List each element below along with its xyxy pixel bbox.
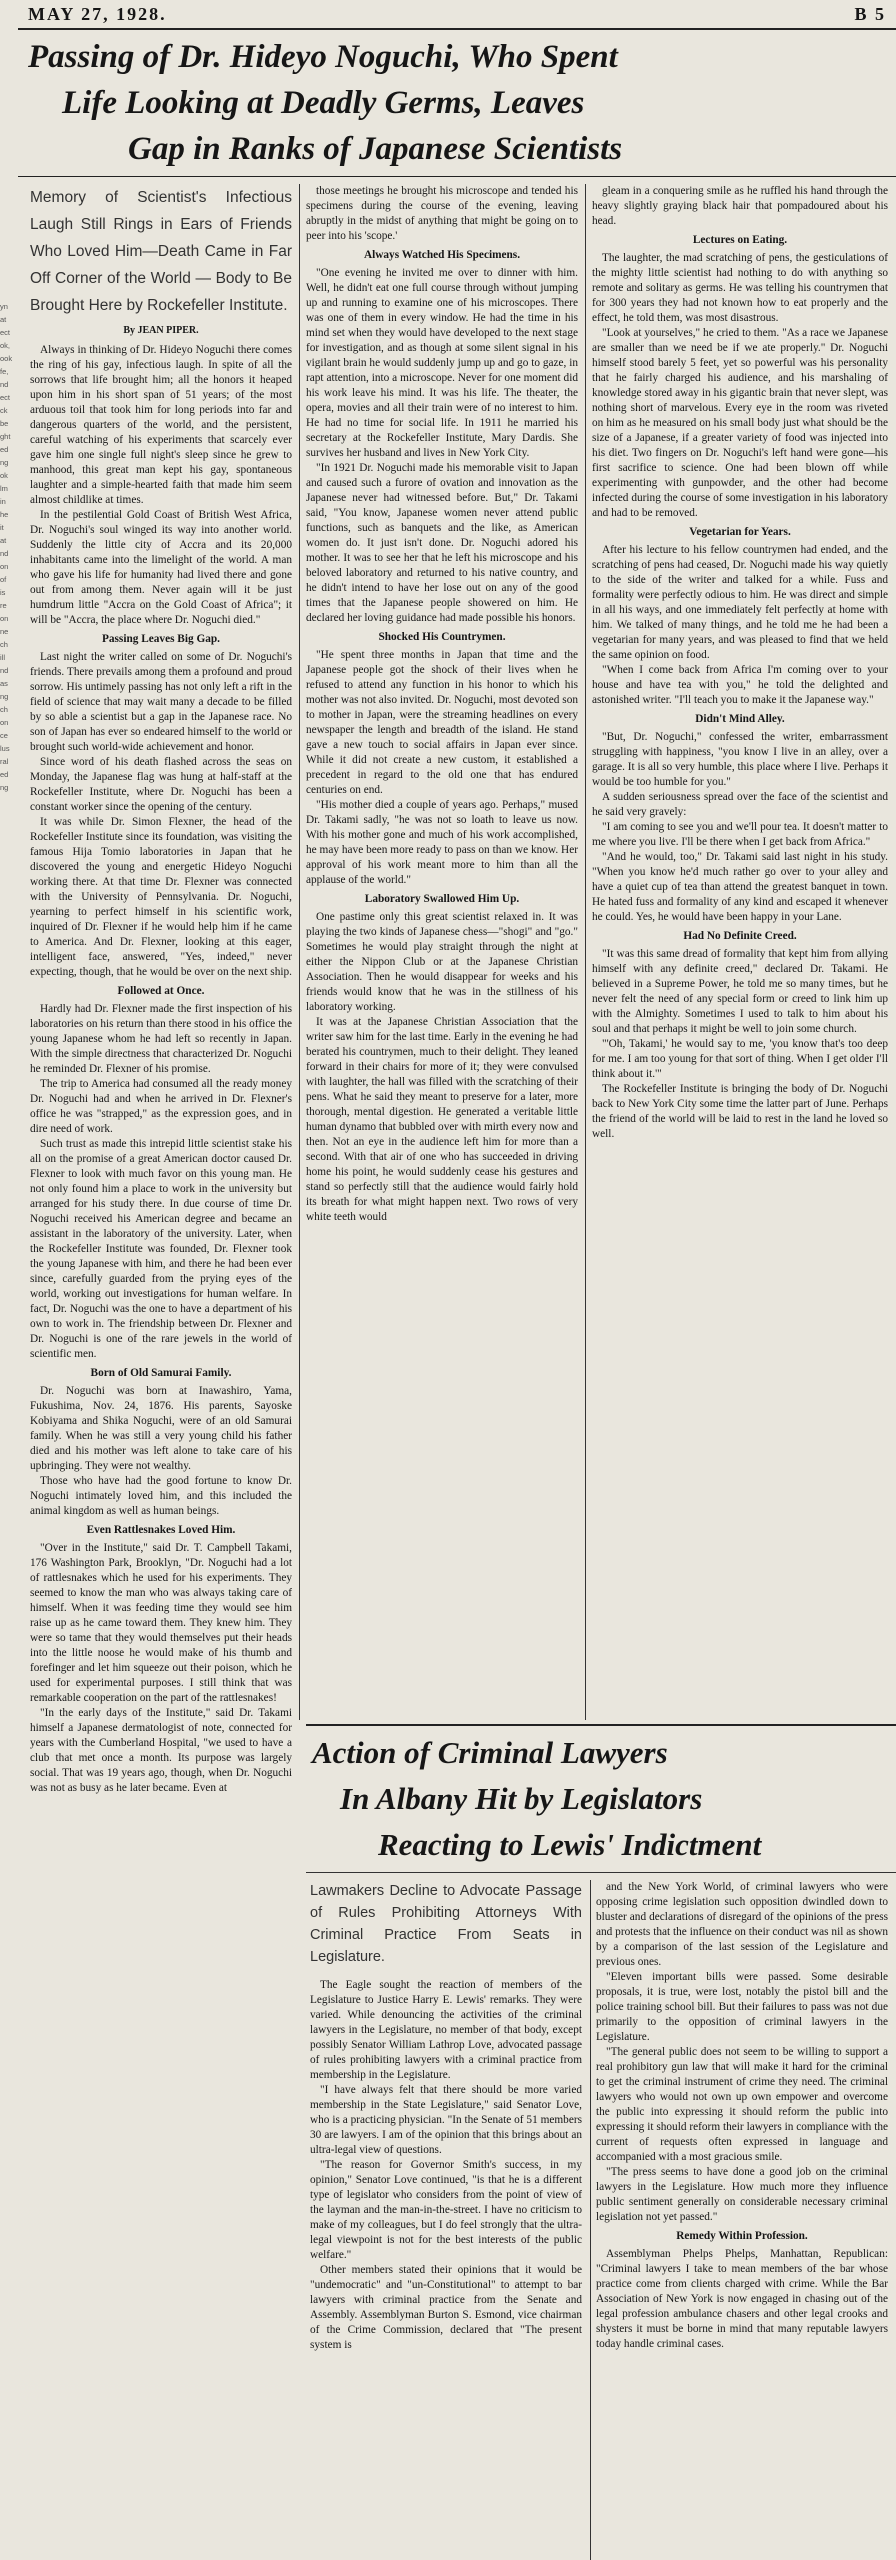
strip-fragment: ook — [0, 354, 13, 363]
paragraph: "I am coming to see you and we'll pour tea. It doesn't matter to me where you live. I'll be there when I get back from Africa." — [592, 821, 888, 848]
strip-fragment: ng — [0, 783, 9, 792]
article1-headline-line2: Life Looking at Deadly Germs, Leaves — [62, 85, 585, 121]
paragraph: The laughter, the mad scratching of pens, the gesticulations of the mighty little scientist had nothing to do with anything so remote and solitary as germs. He was telling his countrymen that for 300 years they had not known how to eat properly and the effect, he told them, was most disastrous. — [592, 252, 888, 324]
article2-col2a-body — [596, 2247, 888, 2352]
article1-col1-body — [30, 343, 292, 628]
strip-fragment: yn — [0, 302, 8, 311]
paragraph: "The press seems to have done a good job on the criminal lawyers in the Legislature. How much more they influence public sentiment generally on considerable necessary criminal legislation not yet passed." — [596, 2166, 888, 2223]
article1-col3c-body — [592, 730, 888, 925]
page-number: B 5 — [854, 4, 886, 24]
article1-col2-body — [306, 184, 578, 244]
paragraph: Other members stated their opinions that it would be "undemocratic" and "un-Constitutional" to attempt to bar lawyers with criminal practice from the Senate and Assembly. Assemblyman Burton S. Esmond, vice chairman of the Crime Commission, declared that "The present system is — [310, 2264, 582, 2351]
paragraph: "The reason for Governor Smith's success, in my opinion," Senator Love continued, "is that he is a different type of legislator who considers from the point of view of the layman and the man-in-the-street. I have no criticism to make of my colleagues, but I do feel strongly that the ultra-legal viewpoint is not for the best interests of the public welfare." — [310, 2159, 582, 2261]
article2-deck: Lawmakers Decline to Advocate Passage of Rules Prohibiting Attorneys With Criminal Practice From Seats in Legislature. — [310, 1883, 582, 1965]
strip-fragment: he — [0, 510, 9, 519]
paragraph: "It was this same dread of formality that kept him from allying himself with any definite creed," declared Dr. Takami. He believed in a Supreme Power, he told me so many times, but he never felt the need of any special form or creed to link him up with the Almighty. Sometimes I used to talk to him about his soul and that perhaps it might be well to join some church. — [592, 948, 888, 1035]
strip-fragment: ok — [0, 471, 8, 480]
article1-headline-line3: Gap in Ranks of Japanese Scientists — [128, 131, 623, 167]
strip-fragment: lm — [0, 484, 8, 493]
strip-fragment: is — [0, 588, 6, 597]
paragraph: "'Oh, Takami,' he would say to me, 'you know that's too deep for me. I am too young for that sort of thing. When I get older I'll think about it.'" — [592, 1038, 888, 1080]
strip-fragment: be — [0, 419, 9, 428]
strip-fragment: ch — [0, 705, 8, 714]
article1-col2c-body — [306, 910, 578, 1225]
strip-fragment: nd — [0, 380, 9, 389]
article1-column-2 — [306, 184, 578, 1720]
article1-col1d-body — [30, 1384, 292, 1519]
strip-fragment: ng — [0, 692, 9, 701]
strip-fragment: ect — [0, 393, 11, 402]
subhead-laboratory-swallowed-him-up: Laboratory Swallowed Him Up. — [364, 893, 520, 905]
subhead-lectures-on-eating: Lectures on Eating. — [692, 234, 788, 246]
paragraph: Last night the writer called on some of Dr. Noguchi's friends. There prevails among them a profound and proud sorrow. His untimely passing has not only left a rift in the field of science that may wait many a decade to be filled by so able a scientist but a gap in the Japanese race. No son of Japan has ever so endeared himself to the world or brought such world-wide achievement and honor. — [30, 651, 292, 753]
paragraph: It was while Dr. Simon Flexner, the head of the Rockefeller Institute since its foundation, was visiting the famous Hija Tomio laboratories in Japan that he discovered the young and energetic Hideyo Noguchi working there. At that time Dr. Flexner was connected with the University of Pennsylvania. Dr. Noguchi, yearning to perfect himself in his scientific work, inquired of Dr. Flexner if he would help him if he came to America. And Dr. Flexner, looking at this eager, intelligent face, answered, "Yes, indeed," never expecting, though, that he would be over on the next ship. — [30, 816, 292, 978]
strip-fragment: at — [0, 315, 7, 324]
strip-fragment: ect — [0, 328, 11, 337]
paragraph: "And he would, too," Dr. Takami said last night in his study. "When you know he'd much rather go over to your alley and have a quiet cup of tea than attend the greatest banquet in town. He hated fuss and formality of any kind and escaped it whenever he could. Yes, he would have been happy in your Lane. — [592, 851, 888, 923]
strip-fragment: ng — [0, 458, 9, 467]
strip-fragment: nd — [0, 549, 9, 558]
column-divider — [590, 1880, 591, 2560]
paragraph: "Over in the Institute," said Dr. T. Campbell Takami, 176 Washington Park, Brooklyn, "Dr. Noguchi had a lot of rattlesnakes which he used for his experiments. They seemed to know the man who was always taking care of himself. When it was feeding time they would see him raise up as he came toward them. They knew him. They were so tame that they would themselves put their heads into the little noose he would make of his thumb and forefinger and let him squeeze out their poison, which he used for experimental purposes. I still think that was remarkable cooperation on the part of the rattlesnakes! — [30, 1542, 292, 1704]
subhead-remedy-within-profession: Remedy Within Profession. — [676, 2230, 808, 2242]
subhead-shocked-his-countrymen: Shocked His Countrymen. — [378, 631, 506, 643]
paragraph: "One evening he invited me over to dinner with him. Well, he didn't eat one full course through without jumping up and running to examine one of his microscopes. There was one of them in every window. He had the time in his mind set when they would have developed to the next stage for investigation, and as though at some silent signal in his vigilant brain he would suddenly jump up and go to gaze, in rapt attention, into a microscope. Never for one moment did his work leave his mind. It was his life. The theater, the opera, movies and all their train were of no interest to him. He had no time for social life. In 1911 he married his secretary at the Rockefeller Institute, Mary Dardis. She survives her husband and lives in New York City. — [306, 267, 578, 459]
paragraph: In the pestilential Gold Coast of British West Africa, Dr. Noguchi's soul winged its way into another world. Suddenly the little city of Accra and its 20,000 inhabitants came into the limelight of the world. A man who gave his life for humanity had lived there and gone out from among them. Never again will it be just humdrum little "Accra on the Gold Coast of Africa"; it will be "Accra, the place where Dr. Noguchi died." — [30, 509, 292, 626]
article1-col3a-body — [592, 251, 888, 521]
strip-fragment: ne — [0, 627, 9, 636]
subhead-always-watched-his-specimens: Always Watched His Specimens. — [363, 249, 521, 261]
strip-fragment: on — [0, 562, 9, 571]
paragraph: "When I come back from Africa I'm coming over to your house and have tea with you," he told the delighted and astonished writer. "I'll teach you to make it the Japanese way." — [592, 664, 888, 706]
paragraph: "He spent three months in Japan that time and the Japanese people got the shock of their lives when he refused to attend any function in his honor to which his mother was not also invited. Dr. Noguchi, most devoted son to mother in Japan, were the streaming headlines on every newspaper the length and breadth of the island. He stand gave a new touch to social affairs in Japan ever since. While it did not create a new custom, it established a precedent in regard to the old one that has endured centuries on end. — [306, 649, 578, 796]
strip-fragment: re — [0, 601, 7, 610]
article1-col2a-body — [306, 266, 578, 626]
paragraph: Those who have had the good fortune to know Dr. Noguchi intimately loved him, and this included the animal kingdom as well as human beings. — [30, 1475, 292, 1517]
article2-headline-line2: In Albany Hit by Legislators — [340, 1781, 703, 1816]
paragraph: Such trust as made this intrepid little scientist stake his all on the promise of a great American doctor caused Dr. Flexner to look with much favor on this young man. He not only found him a place to work in the university but arranged for his study there. In due course of time Dr. Noguchi received his American degree and became an assistant in the laboratory of the university. Later, when the Rockefeller Institute was founded, Dr. Flexner took the young Japanese with him, and there he had been ever since, carefully guarded from the prying eyes of the world, working out investigations for human welfare. In fact, Dr. Noguchi was the one to have a department of his own to work in. The friendship between Dr. Flexner and Dr. Noguchi is one of the rare jewels in the world of scientific men. — [30, 1138, 292, 1360]
strip-fragment: as — [0, 679, 8, 688]
paragraph: "In the early days of the Institute," said Dr. Takami himself a Japanese dermatologist of note, connected for years with the Cumberland Hospital, "we used to have a club that met once a month. Its purpose was largely social. That was 19 years ago, though, when Dr. Noguchi was not as busy as he later became. Even at — [30, 1707, 292, 1794]
paragraph: "Eleven important bills were passed. Some desirable proposals, it is true, were lost, notably the pistol bill and the police training school bill. But their failures to pass was not due primarily to the opposition of criminal lawyers in the Legislature. — [596, 1971, 888, 2043]
column-divider — [299, 184, 300, 1720]
paragraph: Hardly had Dr. Flexner made the first inspection of his laboratories on his return than there stood in his office the young Japanese whom he had left so recently in Japan. With the simple directness that characterized Dr. Noguchi he reminded Dr. Flexner of his promise. — [30, 1003, 292, 1075]
paragraph: "Look at yourselves," he cried to them. "As a race we Japanese are smaller than we need be if we ate properly." Dr. Noguchi himself stood barely 5 feet, yet so powerful was his personality that he fairly charged his audience, and his marshaling of knowledge stored away in his gigantic brain that never slept, was nothing short of marvelous. Every eye in the room was riveted on him as he measured on his small body just what should be the size of a Japanese, if a greater variety of food was injected into his diet. Two fingers on Dr. Noguchi's left hand were gone—his first sacrifice to science. One had been blown off while experimenting with gunpowder, and the other had become infected during the course of some investigation in his laboratory and had to be removed. — [592, 327, 888, 519]
article1-headline-line1: Passing of Dr. Hideyo Noguchi, Who Spent — [28, 39, 618, 75]
paragraph: Always in thinking of Dr. Hideyo Noguchi there comes the ring of his gay, infectious laugh. In spite of all the sorrows that life brought him; all the honors it heaped upon him in his short span of 51 years; of the most arduous toil that took him for long periods into far and dangerous quarters of the world, and the persistent, careful watching of his experiments that scarcely ever gave him one single full night's sleep since he grew to manhood, this great man kept his gay, spontaneous laughter and a simple-hearted faith that made him seem almost childlike at times. — [30, 344, 292, 506]
paragraph: A sudden seriousness spread over the face of the scientist and he said very gravely: — [592, 791, 888, 818]
article2-col1-body — [310, 1978, 582, 2353]
article1-col1b-body — [30, 650, 292, 980]
strip-fragment: ok, — [0, 341, 11, 350]
subhead-passing-leaves-big-gap: Passing Leaves Big Gap. — [101, 633, 220, 645]
article1-byline: By JEAN PIPER. — [123, 325, 199, 336]
paragraph: "But, Dr. Noguchi," confessed the writer, embarrassment struggling with happiness, "you know I live in an alley, over a garage. It is all so very humble, this place where I live. Perhaps it would be too humble for you." — [592, 731, 888, 788]
headline-rule — [18, 176, 896, 177]
article1-col3b-body — [592, 543, 888, 708]
paragraph: The Rockefeller Institute is bringing the body of Dr. Noguchi back to New York City some time the latter part of June. Perhaps the friend of the world will be laid to rest in the land he loved so well. — [592, 1083, 888, 1140]
strip-fragment: nd — [0, 666, 9, 675]
article2-headline-line3: Reacting to Lewis' Indictment — [378, 1827, 762, 1862]
top-rule — [18, 28, 896, 30]
article1-col1e-body — [30, 1541, 292, 1796]
paragraph: and the New York World, of criminal lawyers who were opposing crime legislation such opposition dwindled down to bluster and declarations of disregard of the opinions of the press and protests that the influence on their conduct was nil as shown by a comparison of the last session of the Legislature and previous ones. — [596, 1881, 888, 1968]
subhead-born-of-old-samurai-family: Born of Old Samurai Family. — [90, 1367, 232, 1379]
article2-top-rule — [306, 1724, 896, 1726]
paragraph: Since word of his death flashed across the seas on Monday, the Japanese flag was hung at half-staff at the Rockefeller Institute, where Dr. Noguchi has been a constant worker since the opening of the century. — [30, 756, 292, 813]
strip-fragment: it — [0, 523, 4, 532]
strip-fragment: ill — [0, 653, 5, 662]
strip-fragment: in — [0, 497, 6, 506]
paragraph: Dr. Noguchi was born at Inawashiro, Yama, Fukushima, Nov. 24, 1876. His parents, Sayoske Kobiyama and Shika Noguchi, were of an old Samurai family. When he was still a very young child his father died and his mother was left alone to take care of his upbringing. They were not wealthy. — [30, 1385, 292, 1472]
article1-col3-body — [592, 184, 888, 229]
article2-headline-line1: Action of Criminal Lawyers — [312, 1735, 668, 1770]
article2-column-1 — [310, 1880, 582, 2560]
paragraph: "In 1921 Dr. Noguchi made his memorable visit to Japan and caused such a furore of ovation and innovation as the Japanese never had witnessed before. But," Dr. Takami said, "You know, Japanese women never attend public functions, such as banquets and the like, as American women do. It just isn't done. Dr. Noguchi adored his mother. It was to see her that he left his microscope and his beloved laboratory and returned to his native country, and he didn't intend to have her lose out on any of the good times that the Japanese people showered on him. He declared her loving guidance had made possible his honors. — [306, 462, 578, 624]
subhead-even-rattlesnakes-loved-him: Even Rattlesnakes Loved Him. — [86, 1524, 236, 1536]
article1-column-3 — [592, 184, 888, 1720]
article1-col1c-body — [30, 1002, 292, 1362]
subhead-had-no-definite-creed: Had No Definite Creed. — [683, 930, 797, 942]
paragraph: "The general public does not seem to be willing to support a real prohibitory gun law that will make it hard for the criminal to get the criminal instrument of crime they need. The criminal lawyers who would not own up own empower and overcome the public into expressing it should reform the public into expressing it should reform their lawyers in compliance with the current of requests often expressed in language and accompanied with a most gracious smile. — [596, 2046, 888, 2163]
article2-column-2 — [596, 1880, 888, 2560]
left-cropped-column — [0, 300, 18, 920]
strip-fragment: fe, — [0, 367, 9, 376]
strip-fragment: ed — [0, 445, 9, 454]
strip-fragment: at — [0, 536, 7, 545]
paragraph: "His mother died a couple of years ago. Perhaps," mused Dr. Takami sadly, "he was not so loath to leave us now. With his mother gone and much of his work accomplished, he may have been more ready to pass on than we know. Her approval of his work meant more to him than all the applause of the world." — [306, 799, 578, 886]
strip-fragment: ce — [0, 731, 8, 740]
paragraph: It was at the Japanese Christian Association that the writer saw him for the last time. Early in the evening he had berated his countrymen, much to their delight. They leaned forward in their chairs for more of it; they were convulsed with laughter, the hall was filled with the scratching of their pens. What he said they meant to preserve for a later, more thorough, mental digestion. He generated a veritable little human dynamo that bubbled over with mirth every now and then. Not an eye in the audience left him for more than a second. With that air of one who has succeeded in driving home his point, he would suddenly cease his gestures and stand so perfectly still that the audience would fairly hold its breath for what might happen next. Two rows of very white teeth would — [306, 1016, 578, 1223]
paragraph: those meetings he brought his microscope and tended his specimens during the course of the evening, leaving abruptly in the midst of anything that might be going on to peer into his 'scope.' — [306, 185, 578, 242]
article1-col3d-body — [592, 947, 888, 1142]
column-divider — [585, 184, 586, 1720]
paragraph: The trip to America had consumed all the ready money Dr. Noguchi had and when he arrived in Dr. Flexner's office he was "strapped," as the expression goes, and in dire need of work. — [30, 1078, 292, 1135]
paragraph: "I have always felt that there should be more varied membership in the State Legislature," said Senator Love, who is a practicing physician. "In the Senate of 51 members 30 are lawyers. I am of the opinion that this brings about an ultra-legal view of questions. — [310, 2084, 582, 2156]
paragraph: Assemblyman Phelps Phelps, Manhattan, Republican: "Criminal lawyers I take to mean members of the bar whose practice come from clients charged with crime. While the Bar Association of New York is now engaged in chasing out of the legal profession ambulance chasers and other legal crooks and shysters it must be borne in mind that many reputable lawyers today handle criminal cases. — [596, 2248, 888, 2350]
strip-fragment: ght — [0, 432, 11, 441]
article1-deck: Memory of Scientist's Infectious Laugh Still Rings in Ears of Friends Who Loved Him—Death Came in Far Off Corner of the World — Body to Be Brought Here by Rockefeller Institute. — [30, 189, 292, 314]
subhead-didnt-mind-alley: Didn't Mind Alley. — [695, 713, 785, 725]
subhead-vegetarian-for-years: Vegetarian for Years. — [689, 526, 791, 538]
strip-fragment: on — [0, 614, 9, 623]
page-date: MAY 27, 1928. — [28, 4, 167, 24]
strip-fragment: on — [0, 718, 9, 727]
strip-fragment: lus — [0, 744, 10, 753]
strip-fragment: ral — [0, 757, 9, 766]
paragraph: The Eagle sought the reaction of members of the Legislature to Justice Harry E. Lewis' remarks. They were varied. While denouncing the activities of the criminal lawyers in the Legislature, no member of that body, except possibly Senator William Lathrop Love, advocated passage of rules prohibiting lawyers with a criminal practice from membership in the Legislature. — [310, 1979, 582, 2081]
strip-fragment: ch — [0, 640, 8, 649]
paragraph: gleam in a conquering smile as he ruffled his hand through the heavy slightly graying black hair that pompadoured about his head. — [592, 185, 888, 227]
article2-headline-rule — [306, 1872, 896, 1873]
article2-col2-body — [596, 1880, 888, 2225]
article1-column-1 — [30, 184, 292, 2060]
paragraph: After his lecture to his fellow countrymen had ended, and the scratching of pens had ceased, Dr. Noguchi made his way quietly to the side of the writer and talked for a while. Fuss and formality were perfectly odious to him. He was direct and simple in all his ways, and one immediately felt perfectly at home with him. We talked of many things, and he told me he had been a vegetarian for many years, and was pleased to find that we held the same opinion on food. — [592, 544, 888, 661]
strip-fragment: ck — [0, 406, 8, 415]
subhead-followed-at-once: Followed at Once. — [117, 985, 205, 997]
paragraph: One pastime only this great scientist relaxed in. It was playing the two kinds of Japanese chess—"shogi" and "go." Sometimes he would play straight through the night at either the Nippon Club or at the Japanese Christian Association. Then he would disappear for weeks and his friends would know that he was in the stillness of his laboratory working. — [306, 911, 578, 1013]
strip-fragment: ed — [0, 770, 9, 779]
strip-fragment: of — [0, 575, 7, 584]
article1-col2b-body — [306, 648, 578, 888]
